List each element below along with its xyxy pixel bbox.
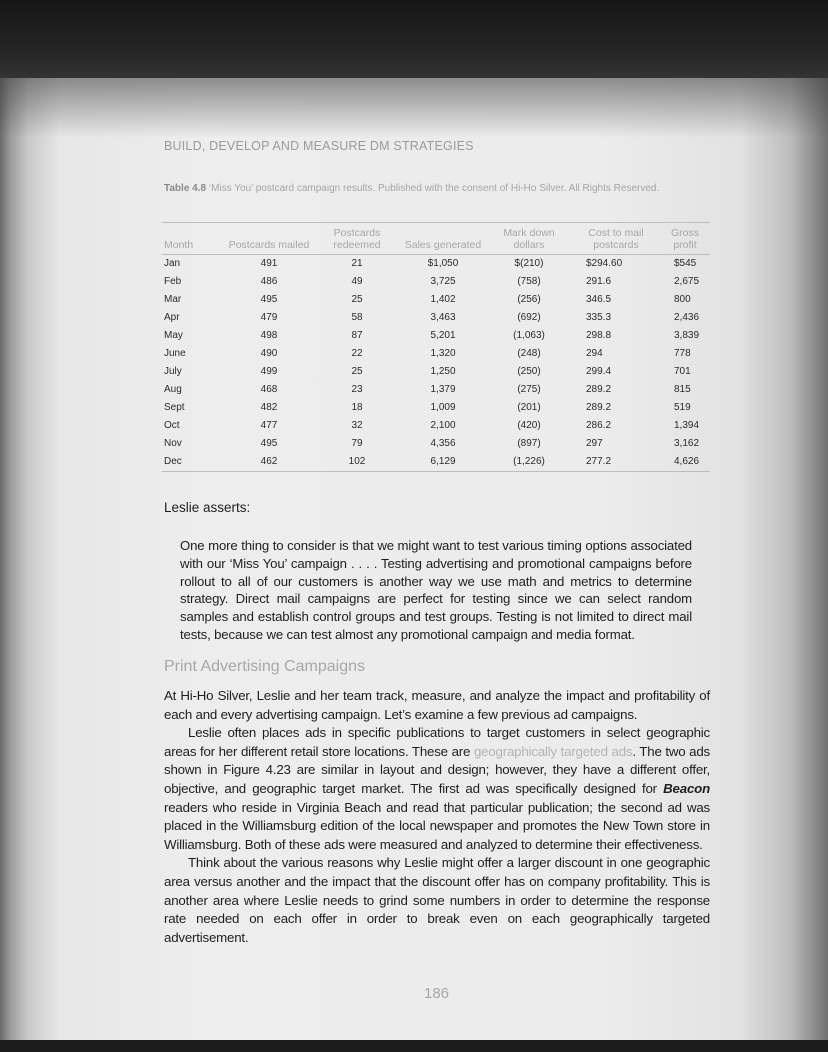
table-cell: (897) [517,438,541,449]
table-cell: 3,839 [674,330,700,341]
table-cell: 1,250 [430,366,456,377]
glossary-term: geographically targeted ads [473,743,633,759]
table-cell: 2,436 [674,312,700,323]
table-caption [164,181,709,196]
table-cell: 468 [260,384,278,395]
table-cell: Apr [164,312,180,323]
table-caption-text: ‘Miss You’ postcard campaign results. Published with the consent of Hi-Ho Silver. All Rights Reserved. [208,183,660,194]
table-cell: 519 [674,402,691,413]
table-cell: 477 [260,420,278,431]
table-row [162,255,710,274]
page-top-shade [0,78,828,138]
table-cell: 289.2 [586,384,612,395]
table-cell: 286.2 [586,420,612,431]
table-cell: (1,226) [486,453,572,472]
table-cell: Mar [164,294,182,305]
quote-text: One more thing to consider is that we might want to test various timing options associated with our ‘Miss You’ campaign . . . . Testing advertising and promotional campaigns before rollout to all of our customers is another way we use math and metrics to determine strategy. Direct mail campaigns are perfect for testing since we can select random samples and establish control groups and test groups. Testing is not limited to direct mail tests, because we can test almost any promotional campaign and media format. [180,538,692,642]
table-cell: 1,402 [430,294,456,305]
column-header-postcards-redeemed: Postcards redeemed [314,223,400,255]
table-cell: 1,379 [430,384,456,395]
table-row [162,327,710,345]
paragraph-1: At Hi-Ho Silver, Leslie and her team track, measure, and analyze the impact and profitability of each and every advertising campaign. Let’s examine a few previous ad campaigns. [164,688,710,722]
table-cell: 1,009 [430,402,456,413]
table-cell: (248) [517,348,541,359]
table-cell: Sept [164,402,185,413]
table-cell: $1,050 [427,258,459,269]
table-cell: 79 [351,438,363,449]
running-head: BUILD, DEVELOP AND MEASURE DM STRATEGIES [164,139,474,153]
table-row [162,417,710,435]
body-text [164,687,710,947]
table-row [162,273,710,291]
table-cell: 335.3 [586,312,612,323]
section-heading: Print Advertising Campaigns [164,658,365,675]
table-cell: 49 [351,276,363,287]
table-cell: Jan [164,258,181,269]
table-cell: 815 [674,384,691,395]
table-caption-label: Table 4.8 [164,183,207,194]
table-cell: 4,356 [430,438,456,449]
table-cell: 294 [586,348,603,359]
table-row [162,381,710,399]
table-cell: 297 [586,438,603,449]
table-cell: 291.6 [586,276,612,287]
table-cell: 3,162 [674,438,700,449]
table-cell: 499 [260,366,278,377]
paragraph-2-part-a: Leslie often places ads in specific publications to target customers in select geographic areas for her different retail store locations. These are [164,725,710,759]
table-header-row [162,223,710,255]
column-header-mark-down-dollars: Mark down dollars [486,223,572,255]
table-cell: 102 [314,453,400,472]
page-number: 186 [424,985,450,1002]
table-row [162,291,710,309]
table-cell: (201) [517,402,541,413]
table-cell: 498 [260,330,278,341]
table-cell: 2,675 [674,276,700,287]
table-cell: 298.8 [586,330,612,341]
table-row [162,453,710,472]
scan-top-shadow [0,0,828,90]
table-cell: 495 [260,294,278,305]
table-cell: 491 [260,258,278,269]
table-cell: $545 [674,258,697,269]
table-cell: July [164,366,182,377]
table-body [162,255,710,472]
table-cell: (420) [517,420,541,431]
table-cell: 299.4 [586,366,612,377]
table-cell: 289.2 [586,402,612,413]
intro-line: Leslie asserts: [164,500,251,515]
paragraph-3: Think about the various reasons why Leslie might offer a larger discount in one geographic area versus another and the impact that the discount offer has on company profitability. This is another area where Leslie needs to grind some numbers in order to determine the response rate needed on each offer in order to break even on each geographically targeted advertisement. [164,855,710,945]
table-cell: 462 [224,453,314,472]
campaign-results-table [162,222,710,472]
table-cell: 479 [260,312,278,323]
table-cell: 490 [260,348,278,359]
table-cell: $(210) [514,258,544,269]
table-row [162,345,710,363]
table-cell: Dec [162,453,224,472]
table-cell: (250) [517,366,541,377]
table-cell: (692) [517,312,541,323]
table-row [162,399,710,417]
table-cell: 778 [674,348,691,359]
table-cell: 482 [260,402,278,413]
scan-bottom-edge [0,1040,828,1052]
table-cell: June [164,348,186,359]
table-cell: 4,626 [660,453,710,472]
table-cell: 87 [351,330,363,341]
table-cell: 1,394 [674,420,700,431]
table-cell: 2,100 [430,420,456,431]
table-row [162,363,710,381]
paragraph-2 [164,724,710,854]
table-cell: 23 [351,384,363,395]
table-cell: 701 [674,366,691,377]
table-cell: 5,201 [430,330,456,341]
table-cell: (758) [517,276,541,287]
table-cell: Aug [164,384,182,395]
table-cell: $294.60 [586,258,623,269]
table-cell: 3,463 [430,312,456,323]
table-cell: 32 [351,420,363,431]
block-quote [180,537,692,644]
column-header-gross-profit: Gross profit [660,223,710,255]
table-cell: 25 [351,294,363,305]
table-cell: Nov [164,438,182,449]
paragraph-2-part-b: . The two ads shown in Figure 4.23 are similar in layout and design; however, they have a different offer, objective, and geographic target market. The first ad was specifically designed for [164,743,711,796]
table-cell: 21 [351,258,363,269]
table-cell: 58 [351,312,363,323]
table-cell: 25 [351,366,363,377]
paragraph-2-part-c: readers who reside in Virginia Beach and read that particular publication; the second ad was placed in the Williamsburg edition of the local newspaper and promotes the New Town store in Williamsburg. Both of these ads were measured and analyzed to determine their effectiveness. [164,799,710,852]
table-row [162,309,710,327]
table-cell: 6,129 [400,453,486,472]
column-header-month: Month [162,223,224,255]
table-cell: 800 [674,294,691,305]
publication-name: Beacon [663,780,710,796]
table-cell: 3,725 [430,276,456,287]
table-cell: Feb [164,276,182,287]
table-cell: 346.5 [586,294,612,305]
table-cell: (1,063) [513,330,545,341]
table-cell: (256) [517,294,541,305]
table-cell: 22 [351,348,363,359]
table-cell: 486 [260,276,278,287]
table-cell: (275) [517,384,541,395]
table-cell: May [164,330,183,341]
table-cell: Oct [164,420,180,431]
column-header-cost-to-mail: Cost to mail postcards [572,223,660,255]
column-header-sales-generated: Sales generated [400,223,486,255]
column-header-postcards-mailed: Postcards mailed [224,223,314,255]
table-row [162,435,710,453]
table-cell: 18 [351,402,363,413]
table-cell: 495 [260,438,278,449]
table-cell: 1,320 [430,348,456,359]
table-cell: 277.2 [572,453,660,472]
